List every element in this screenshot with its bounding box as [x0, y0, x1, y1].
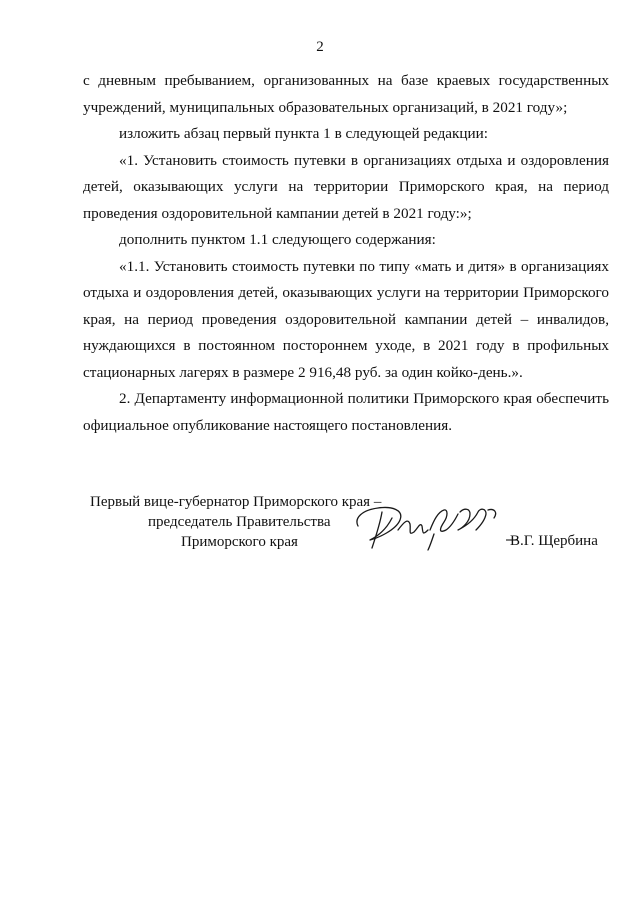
handwritten-signature [348, 496, 518, 552]
paragraph-amend-clause-1: изложить абзац первый пункта 1 в следующей редакции: [119, 125, 489, 142]
page-number: 2 [316, 39, 324, 55]
paragraph-clause-1-1: «1.1. Установить стоимость путевки по типу «мать и дитя» в организациях отдыха и оздоровления детей, оказывающих услуги на территории Приморского края, на период проведения оздоровительной кампании детей – инвалидов, нуждающихся в постоянном постороннем уходе, в 2021 году в профильных стационарных лагерях в размере 2 916,48 руб. за один койко-день.». [83, 257, 609, 381]
signer-title-line: председатель Правительства [148, 514, 331, 530]
paragraph-clause-1: «1. Установить стоимость путевки в организациях отдыха и оздоровления детей, оказывающих услуги на территории Приморского края, на период проведения оздоровительной кампании детей в 2021 году:»; [83, 151, 609, 222]
signature-block [0, 492, 640, 572]
signer-title-line: Первый вице-губернатор Приморского края – [90, 494, 382, 510]
paragraph-continuation: с дневным пребыванием, организованных на базе краевых государственных учреждений, муниципальных образовательных организаций, в 2021 году»; [83, 72, 609, 116]
signer-title-line: Приморского края [181, 534, 298, 550]
paragraph-add-clause-1-1: дополнить пунктом 1.1 следующего содержания: [119, 231, 436, 248]
paragraph-clause-2: 2. Департаменту информационной политики Приморского края обеспечить официальное опубликование настоящего постановления. [83, 390, 609, 434]
document-body [83, 68, 609, 439]
signer-name: В.Г. Щербина [510, 533, 598, 549]
